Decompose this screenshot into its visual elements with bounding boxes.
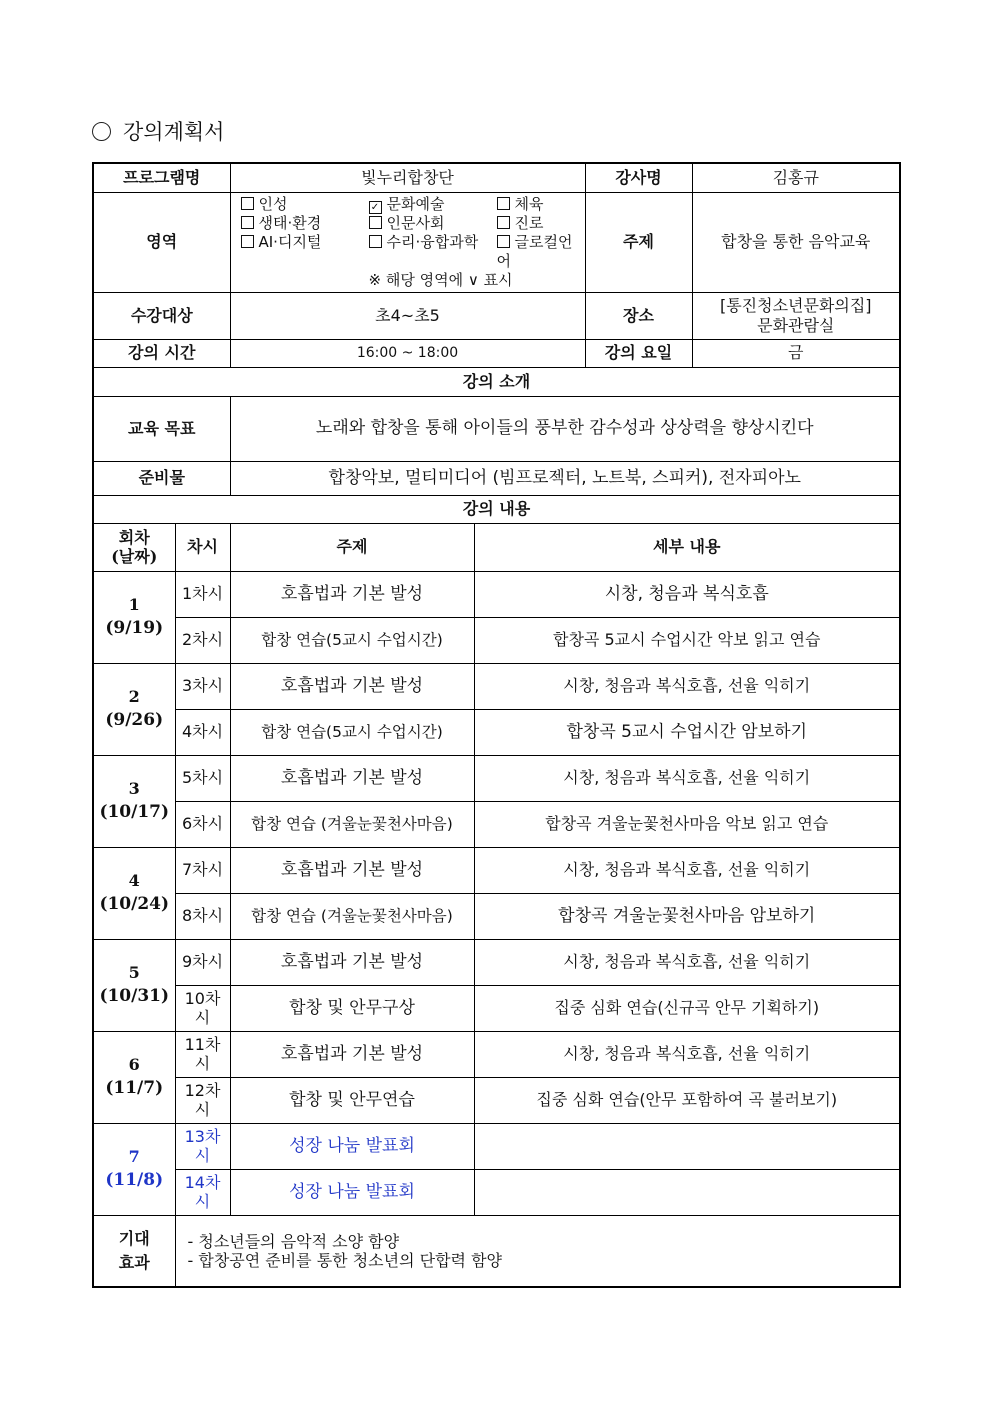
area-option[interactable] (369, 195, 497, 214)
round-cell (93, 663, 175, 755)
session-row (93, 893, 900, 939)
circle-bullet-icon (92, 122, 111, 141)
session-detail (474, 1169, 900, 1215)
area-option[interactable] (241, 195, 369, 214)
session-number: 5차시 (175, 755, 230, 801)
checkbox-icon[interactable] (497, 235, 510, 248)
session-topic: 성장 나눔 발표회 (230, 1169, 474, 1215)
session-number: 11차시 (175, 1031, 230, 1077)
session-detail: 시창, 청음과 복식호흡 (474, 571, 900, 617)
area-note: ※ 해당 영역에 ∨ 표시 (368, 270, 513, 289)
area-option-label: 문화예술 (386, 194, 445, 213)
area-option-label: 수리·융합과학 (386, 232, 479, 251)
area-option[interactable] (497, 233, 577, 271)
round-date: (11/7) (105, 1078, 164, 1099)
day-value: 금 (692, 339, 900, 367)
session-number: 14차시 (175, 1169, 230, 1215)
session-row (93, 663, 900, 709)
venue-line-1: [통진청소년문화의집] (719, 296, 872, 316)
session-detail: 합창곡 5교시 수업시간 암보하기 (474, 709, 900, 755)
area-option-label: 진로 (514, 213, 544, 232)
content-section-header: 강의 내용 (93, 495, 900, 523)
materials-value: 합창악보, 멀티미디어 (빔프로젝터, 노트북, 스피커), 전자피아노 (230, 461, 900, 495)
checkbox-icon[interactable] (241, 197, 254, 210)
session-topic: 합창 연습(5교시 수업시간) (230, 709, 474, 755)
col-topic-header: 주제 (230, 523, 474, 571)
session-detail: 시창, 청음과 복식호흡, 선율 익히기 (474, 1031, 900, 1077)
round-date: (9/26) (105, 710, 164, 731)
session-topic: 합창 및 안무연습 (230, 1077, 474, 1123)
venue-label: 장소 (585, 292, 692, 339)
session-number: 13차시 (175, 1123, 230, 1169)
program-label: 프로그램명 (93, 163, 230, 192)
session-topic: 호흡법과 기본 발성 (230, 1031, 474, 1077)
session-number: 12차시 (175, 1077, 230, 1123)
session-detail: 시창, 청음과 복식호흡, 선율 익히기 (474, 755, 900, 801)
area-option[interactable] (369, 233, 497, 271)
session-number: 9차시 (175, 939, 230, 985)
area-option[interactable] (241, 233, 369, 271)
session-row (93, 755, 900, 801)
checkbox-icon[interactable] (241, 235, 254, 248)
round-cell (93, 847, 175, 939)
session-row (93, 1123, 900, 1169)
lecture-plan-table (92, 162, 901, 1288)
session-row (93, 985, 900, 1031)
area-option[interactable] (497, 195, 577, 214)
session-number: 7차시 (175, 847, 230, 893)
round-cell (93, 755, 175, 847)
day-label: 강의 요일 (585, 339, 692, 367)
round-cell (93, 1031, 175, 1123)
checkbox-icon[interactable] (369, 235, 382, 248)
session-row (93, 617, 900, 663)
session-detail: 집중 심화 연습(신규곡 안무 기획하기) (474, 985, 900, 1031)
session-detail: 집중 심화 연습(안무 포함하여 곡 불러보기) (474, 1077, 900, 1123)
session-topic: 호흡법과 기본 발성 (230, 755, 474, 801)
topic-label: 주제 (585, 192, 692, 292)
session-row (93, 801, 900, 847)
topic-value: 합창을 통한 음악교육 (692, 192, 900, 292)
session-number: 3차시 (175, 663, 230, 709)
session-number: 4차시 (175, 709, 230, 755)
area-option[interactable] (241, 214, 369, 233)
document-title: 강의계획서 (123, 120, 225, 144)
round-number: 1 (128, 595, 140, 615)
session-detail: 시창, 청음과 복식호흡, 선율 익히기 (474, 847, 900, 893)
area-option-label: 생태·환경 (258, 213, 322, 232)
round-cell (93, 939, 175, 1031)
round-date: (11/8) (105, 1170, 164, 1191)
checkbox-icon[interactable] (497, 197, 510, 210)
col-round-header: 회차 (날짜) (93, 523, 175, 571)
session-row (93, 571, 900, 617)
round-cell (93, 1123, 175, 1215)
round-number: 4 (128, 871, 140, 891)
venue-line-2: 문화관람실 (757, 315, 835, 335)
checkbox-icon[interactable] (241, 216, 254, 229)
area-option-label: 체육 (514, 194, 544, 213)
effect-list (175, 1215, 900, 1287)
time-label: 강의 시간 (93, 339, 230, 367)
document-heading (92, 116, 224, 146)
goal-label: 교육 목표 (93, 396, 230, 461)
session-detail: 시창, 청음과 복식호흡, 선율 익히기 (474, 663, 900, 709)
round-number: 6 (128, 1055, 140, 1075)
area-checklist (230, 192, 585, 292)
audience-label: 수강대상 (93, 292, 230, 339)
round-number: 3 (128, 779, 140, 799)
session-topic: 합창 연습 (겨울눈꽃천사마음) (230, 893, 474, 939)
area-option[interactable] (369, 214, 497, 233)
session-topic: 합창 연습 (겨울눈꽃천사마음) (230, 801, 474, 847)
session-row (93, 1169, 900, 1215)
session-number: 6차시 (175, 801, 230, 847)
effect-item: - 청소년들의 음악적 소양 함양 (187, 1231, 400, 1251)
session-topic: 호흡법과 기본 발성 (230, 571, 474, 617)
session-topic: 호흡법과 기본 발성 (230, 939, 474, 985)
effect-label: 기대 효과 (93, 1215, 175, 1287)
session-number: 8차시 (175, 893, 230, 939)
area-option-label: AI·디지털 (258, 232, 322, 251)
session-row (93, 847, 900, 893)
col-session-header: 차시 (175, 523, 230, 571)
session-detail (474, 1123, 900, 1169)
session-detail: 합창곡 겨울눈꽃천사마음 암보하기 (474, 893, 900, 939)
round-date: (10/24) (99, 894, 170, 915)
area-option[interactable] (497, 214, 577, 233)
effect-item: - 합창공연 준비를 통한 청소년의 단합력 함양 (187, 1250, 502, 1270)
checkbox-icon[interactable] (369, 216, 382, 229)
session-number: 1차시 (175, 571, 230, 617)
round-number: 5 (128, 963, 140, 983)
session-row (93, 709, 900, 755)
area-option-label: 인문사회 (386, 213, 445, 232)
goal-value: 노래와 합창을 통해 아이들의 풍부한 감수성과 상상력을 향상시킨다 (230, 396, 900, 461)
instructor-label: 강사명 (585, 163, 692, 192)
round-date: (10/17) (99, 802, 170, 823)
session-row (93, 939, 900, 985)
session-detail: 합창곡 5교시 수업시간 악보 읽고 연습 (474, 617, 900, 663)
session-number: 2차시 (175, 617, 230, 663)
checkbox-icon[interactable] (497, 216, 510, 229)
session-topic: 성장 나눔 발표회 (230, 1123, 474, 1169)
session-detail: 합창곡 겨울눈꽃천사마음 악보 읽고 연습 (474, 801, 900, 847)
area-label: 영역 (93, 192, 230, 292)
session-row (93, 1031, 900, 1077)
session-topic: 호흡법과 기본 발성 (230, 663, 474, 709)
session-topic: 합창 및 안무구상 (230, 985, 474, 1031)
round-date: (9/19) (105, 618, 164, 639)
session-topic: 합창 연습(5교시 수업시간) (230, 617, 474, 663)
session-row (93, 1077, 900, 1123)
session-number: 10차시 (175, 985, 230, 1031)
session-topic: 호흡법과 기본 발성 (230, 847, 474, 893)
session-detail: 시창, 청음과 복식호흡, 선율 익히기 (474, 939, 900, 985)
instructor-value: 김홍규 (692, 163, 900, 192)
area-option-label: 글로컬언어 (496, 232, 573, 270)
audience-value: 초4~초5 (230, 292, 585, 339)
venue-value (692, 292, 900, 339)
materials-label: 준비물 (93, 461, 230, 495)
time-value: 16:00 ~ 18:00 (230, 339, 585, 367)
round-number: 2 (128, 687, 140, 707)
round-number: 7 (128, 1147, 140, 1167)
intro-section-header: 강의 소개 (93, 367, 900, 396)
area-option-label: 인성 (258, 194, 288, 213)
program-value: 빛누리합창단 (230, 163, 585, 192)
checkbox-icon[interactable]: ✓ (369, 201, 382, 214)
col-detail-header: 세부 내용 (474, 523, 900, 571)
round-cell (93, 571, 175, 663)
round-date: (10/31) (99, 986, 170, 1007)
